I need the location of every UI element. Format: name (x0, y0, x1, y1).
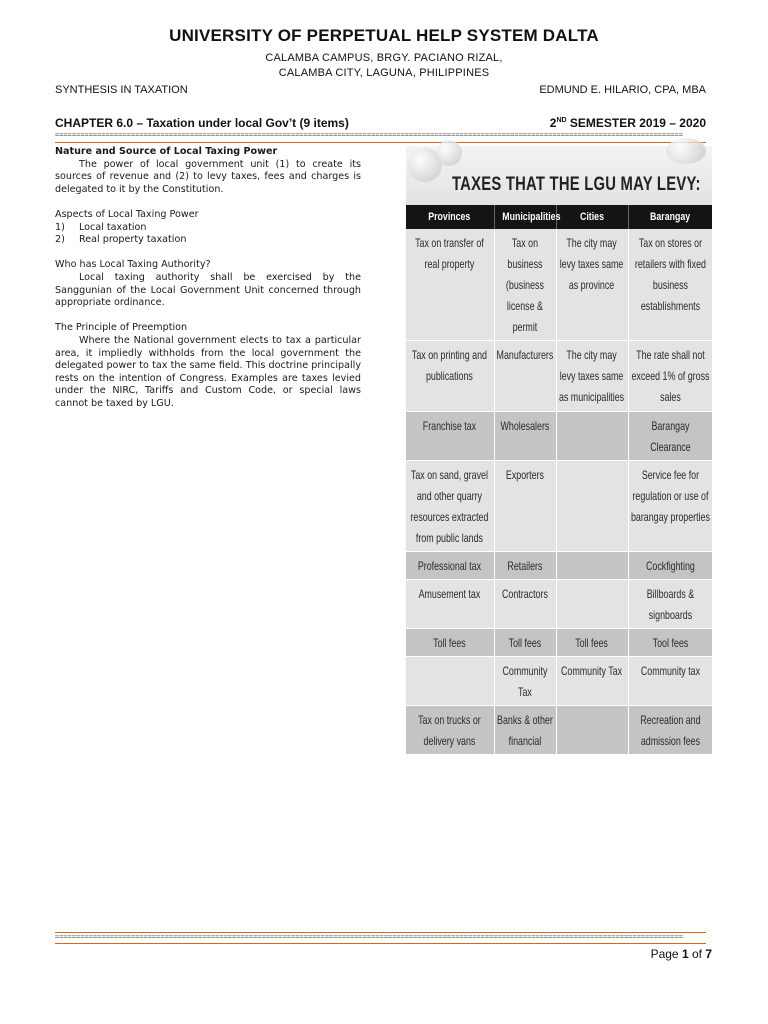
table-cell: Tax on sand, gravel and other quarry resources extracted from public lands (406, 461, 494, 552)
table-row (406, 341, 712, 412)
table-cell: Toll fees (494, 629, 556, 657)
figure-header (406, 146, 712, 205)
table-cell (556, 706, 628, 755)
table-cell: The rate shall not exceed 1% of gross sales (628, 341, 712, 412)
table-header-row (406, 205, 712, 229)
table-cell (556, 580, 628, 629)
table-cell: Service fee for regulation or use of barangay properties (628, 461, 712, 552)
nature-paragraph: The power of local government unit (1) to create its sources of revenue and (2) to levy taxes, fees and charges is delegated to it by the Constitution. (55, 158, 361, 195)
table-cell: Recreation and admission fees (628, 706, 712, 755)
bottom-rule: ===================================================================================================================================================== (55, 933, 683, 941)
table-cell (556, 552, 628, 580)
table-row (406, 412, 712, 461)
table-cell (556, 461, 628, 552)
table-cell: Banks & other financial (494, 706, 556, 755)
table-cell: Professional tax (406, 552, 494, 580)
top-orange-line (55, 142, 706, 143)
course-row (55, 84, 706, 96)
list-item: 2) Real property taxation (55, 234, 187, 246)
table-cell: Community tax (628, 657, 712, 706)
table-cell (406, 657, 494, 706)
table-row (406, 629, 712, 657)
table-cell: Tax on printing and publications (406, 341, 494, 412)
table-cell: Toll fees (556, 629, 628, 657)
page-number: Page 1 of 7 (650, 947, 712, 961)
column-header-cities: Cities (556, 205, 628, 229)
table-row (406, 580, 712, 629)
table-row (406, 461, 712, 552)
table-cell: The city may levy taxes same as municipalities (556, 341, 628, 412)
university-title: UNIVERSITY OF PERPETUAL HELP SYSTEM DALTA (169, 26, 599, 45)
figure-title: TAXES THAT THE LGU MAY LEVY: (452, 174, 701, 195)
top-rule: ===================================================================================================================================================== (55, 131, 683, 139)
table-cell: Franchise tax (406, 412, 494, 461)
table-cell: The city may levy taxes same as province (556, 229, 628, 341)
table-cell: Barangay Clearance (628, 412, 712, 461)
left-column-text (55, 146, 361, 410)
table-row (406, 657, 712, 706)
table-cell: Tax on business (business license & permit (494, 229, 556, 341)
table-cell: Retailers (494, 552, 556, 580)
bubble-decoration (666, 138, 706, 164)
bottom-orange-line (55, 943, 706, 944)
table-cell: Manufacturers (494, 341, 556, 412)
campus-address-line-2: CALAMBA CITY, LAGUNA, PHILIPPINES (278, 67, 490, 79)
authority-paragraph: Local taxing authority shall be exercised by the Sanggunian of the Local Government Unit concerned through appropriate ordinance. (55, 271, 361, 309)
table-cell: Community Tax (494, 657, 556, 706)
bubble-decoration (436, 140, 462, 166)
table-cell (556, 412, 628, 461)
chapter-title: CHAPTER 6.0 – Taxation under local Gov’t (9 items) (55, 116, 349, 130)
lgu-taxes-figure (406, 146, 712, 748)
authority-title: Who has Local Taxing Authority? (55, 259, 211, 271)
table-cell: Toll fees (406, 629, 494, 657)
table-cell: Tax on stores or retailers with fixed business establishments (628, 229, 712, 341)
table-cell: Tax on transfer of real property (406, 229, 494, 341)
preemption-title: The Principle of Preemption (55, 322, 188, 334)
list-item: 1) Local taxation (55, 221, 147, 233)
nature-title: Nature and Source of Local Taxing Power (55, 146, 278, 157)
column-header-provinces: Provinces (406, 205, 494, 229)
table-cell: Contractors (494, 580, 556, 629)
table-cell: Community Tax (556, 657, 628, 706)
table-row (406, 229, 712, 341)
course-name: SYNTHESIS IN TAXATION (55, 84, 188, 96)
lgu-taxes-table (406, 205, 713, 755)
table-cell: Amusement tax (406, 580, 494, 629)
table-row (406, 552, 712, 580)
table-row (406, 706, 712, 755)
table-cell: Tax on trucks or delivery vans (406, 706, 494, 755)
table-cell: Exporters (494, 461, 556, 552)
chapter-row (55, 116, 706, 130)
instructor-name: EDMUND E. HILARIO, CPA, MBA (539, 84, 706, 96)
table-cell: Wholesalers (494, 412, 556, 461)
table-cell: Tool fees (628, 629, 712, 657)
column-header-municipalities: Municipalities (494, 205, 556, 229)
table-cell: Billboards & signboards (628, 580, 712, 629)
semester-label: 2ND SEMESTER 2019 – 2020 (549, 116, 706, 130)
aspects-title: Aspects of Local Taxing Power (55, 208, 199, 220)
column-header-barangay: Barangay (628, 205, 712, 229)
preemption-paragraph: Where the National government elects to tax a particular area, it impliedly withholds from the local government the delegated power to tax the same field. This doctrine principally rests on the intention of Congress. Examples are taxes levied under the NIRC, Tariffs and Custom Code, or special laws cannot be taxed by LGU. (55, 334, 361, 409)
campus-address-line-1: CALAMBA CAMPUS, BRGY. PACIANO RIZAL, (265, 52, 503, 64)
table-cell: Cockfighting (628, 552, 712, 580)
